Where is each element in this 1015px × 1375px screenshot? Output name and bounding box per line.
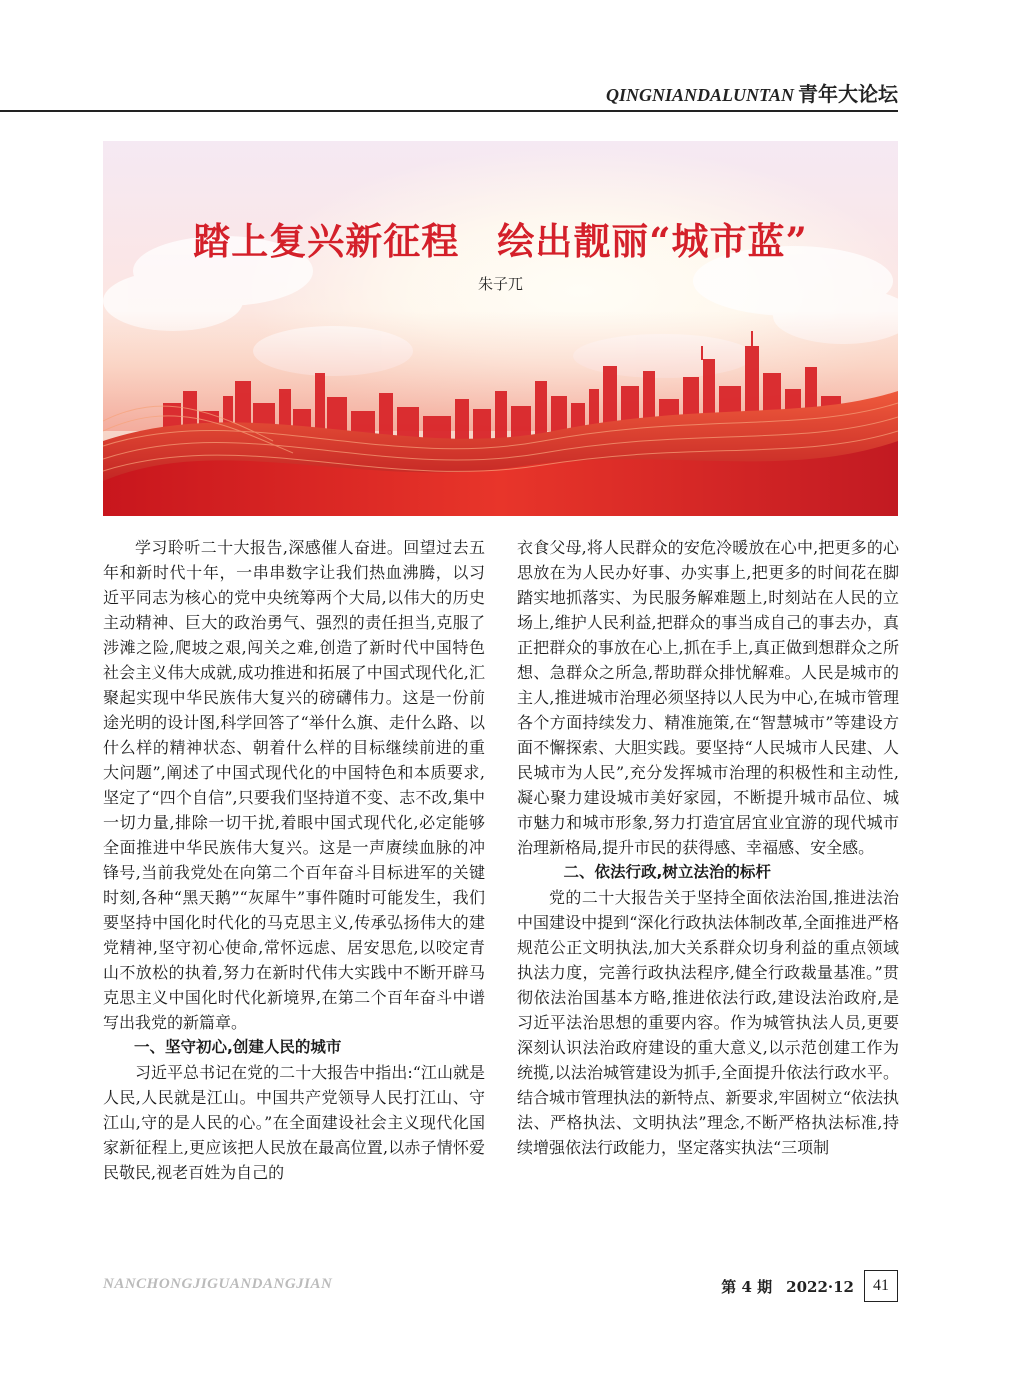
column-title-chinese: 青年大论坛 (798, 82, 898, 106)
issue-number: 第 4 期 (721, 1278, 773, 1296)
body-paragraph: 党的二十大报告关于坚持全面依法治国,推进法治中国建设中提到“深化行政执法体制改革,全面推进严格规范公正文明执法,加大关系群众切身利益的重点领域执法力度，完善行政执法程序,健全行政裁量基准。”贯彻依法治国基本方略,推进依法行政,建设法治政府,是习近平法治思想的重要内容。作为城管执法人员,更要深刻认识法治政府建设的重大意义,以示范创建工作为统揽,以法治城管建设为抓手,全面提升依法行政水平。结合城市管理执法的新特点、新要求,牢固树立“依法执法、严格执法、文明执法”理念,不断严格执法标准,持续增强依法行政能力，坚定落实执法“三项制 (517, 888, 899, 1157)
article-banner (103, 141, 898, 516)
journal-name: NANCHONGJIGUANDANGJIAN (103, 1276, 333, 1292)
text-column-left (103, 535, 485, 1185)
body-paragraph: 衣食父母,将人民群众的安危冷暖放在心中,把更多的心思放在为人民办好事、办实事上,把更多的时间花在脚踏实地抓落实、为民服务解难题上,时刻站在人民的立场上,维护人民利益,把群众的事当成自己的事去办，真正把群众的事放在心上,抓在手上,真正做到想群众之所想、急群众之所急,帮助群众排忧解难。人民是城市的主人,推进城市治理必须坚持以人民为中心,在城市管理各个方面持续发力、精准施策,在“智慧城市”等建设方面不懈探索、大胆实践。要坚持“人民城市人民建、人民城市为人民”,充分发挥城市治理的积极性和主动性,凝心聚力建设城市美好家园，不断提升城市品位、城市魅力和城市形象,努力打造宜居宜业宜游的现代城市治理新格局,提升市民的获得感、幸福感、安全感。 (517, 538, 899, 857)
column-title (606, 78, 898, 107)
column-title-latin: QINGNIANDALUNTAN (605, 85, 794, 105)
text-column-right (517, 535, 899, 1160)
article-author: 朱子兀 (477, 275, 523, 293)
issue-info (721, 1276, 854, 1297)
issue-date: 2022·12 (786, 1278, 854, 1296)
article-headline: 踏上复兴新征程 绘出靓丽“城市蓝” (193, 219, 808, 263)
body-paragraph: 习近平总书记在党的二十大报告中指出:“江山就是人民,人民就是江山。中国共产党领导人民打江山、守江山,守的是人民的心。”在全面建设社会主义现代化国家新征程上,更应该把人民放在最高位置,以赤子情怀爱民敬民,视老百姓为自己的 (103, 1063, 485, 1182)
page-number: 41 (864, 1270, 898, 1302)
running-header (0, 78, 898, 112)
body-paragraph: 学习聆听二十大报告,深感催人奋进。回望过去五年和新时代十年，一串串数字让我们热血沸腾，以习近平同志为核心的党中央统筹两个大局,以伟大的历史主动精神、巨大的政治勇气、强烈的责任担当,克服了涉滩之险,爬坡之艰,闯关之难,创造了新时代中国特色社会主义伟大成就,成功推进和拓展了中国式现代化,汇聚起实现中华民族伟大复兴的磅礴伟力。这是一份前途光明的设计图,科学回答了“举什么旗、走什么路、以什么样的精神状态、朝着什么样的目标继续前进的重大问题”,阐述了中国式现代化的中国特色和本质要求,坚定了“四个自信”,只要我们坚持道不变、志不改,集中一切力量,排除一切干扰,着眼中国式现代化,必定能够全面推进中华民族伟大复兴。这是一声赓续血脉的冲锋号,当前我党处在向第二个百年奋斗目标进军的关键时刻,各种“黑天鹅”“灰犀牛”事件随时可能发生，我们要坚持中国化时代化的马克思主义,传承弘扬伟大的建党精神,坚守初心使命,常怀远虑、居安思危,以咬定青山不放松的执着,努力在新时代伟大实践中不断开辟马克思主义中国化时代化新境界,在第二个百年奋斗中谱写出我党的新篇章。 (103, 538, 485, 1032)
banner-illustration (103, 141, 898, 516)
section-heading: 二、依法行政,树立法治的标杆 (563, 863, 771, 881)
page-footer (103, 1270, 898, 1304)
section-heading: 一、坚守初心,创建人民的城市 (134, 1038, 342, 1056)
